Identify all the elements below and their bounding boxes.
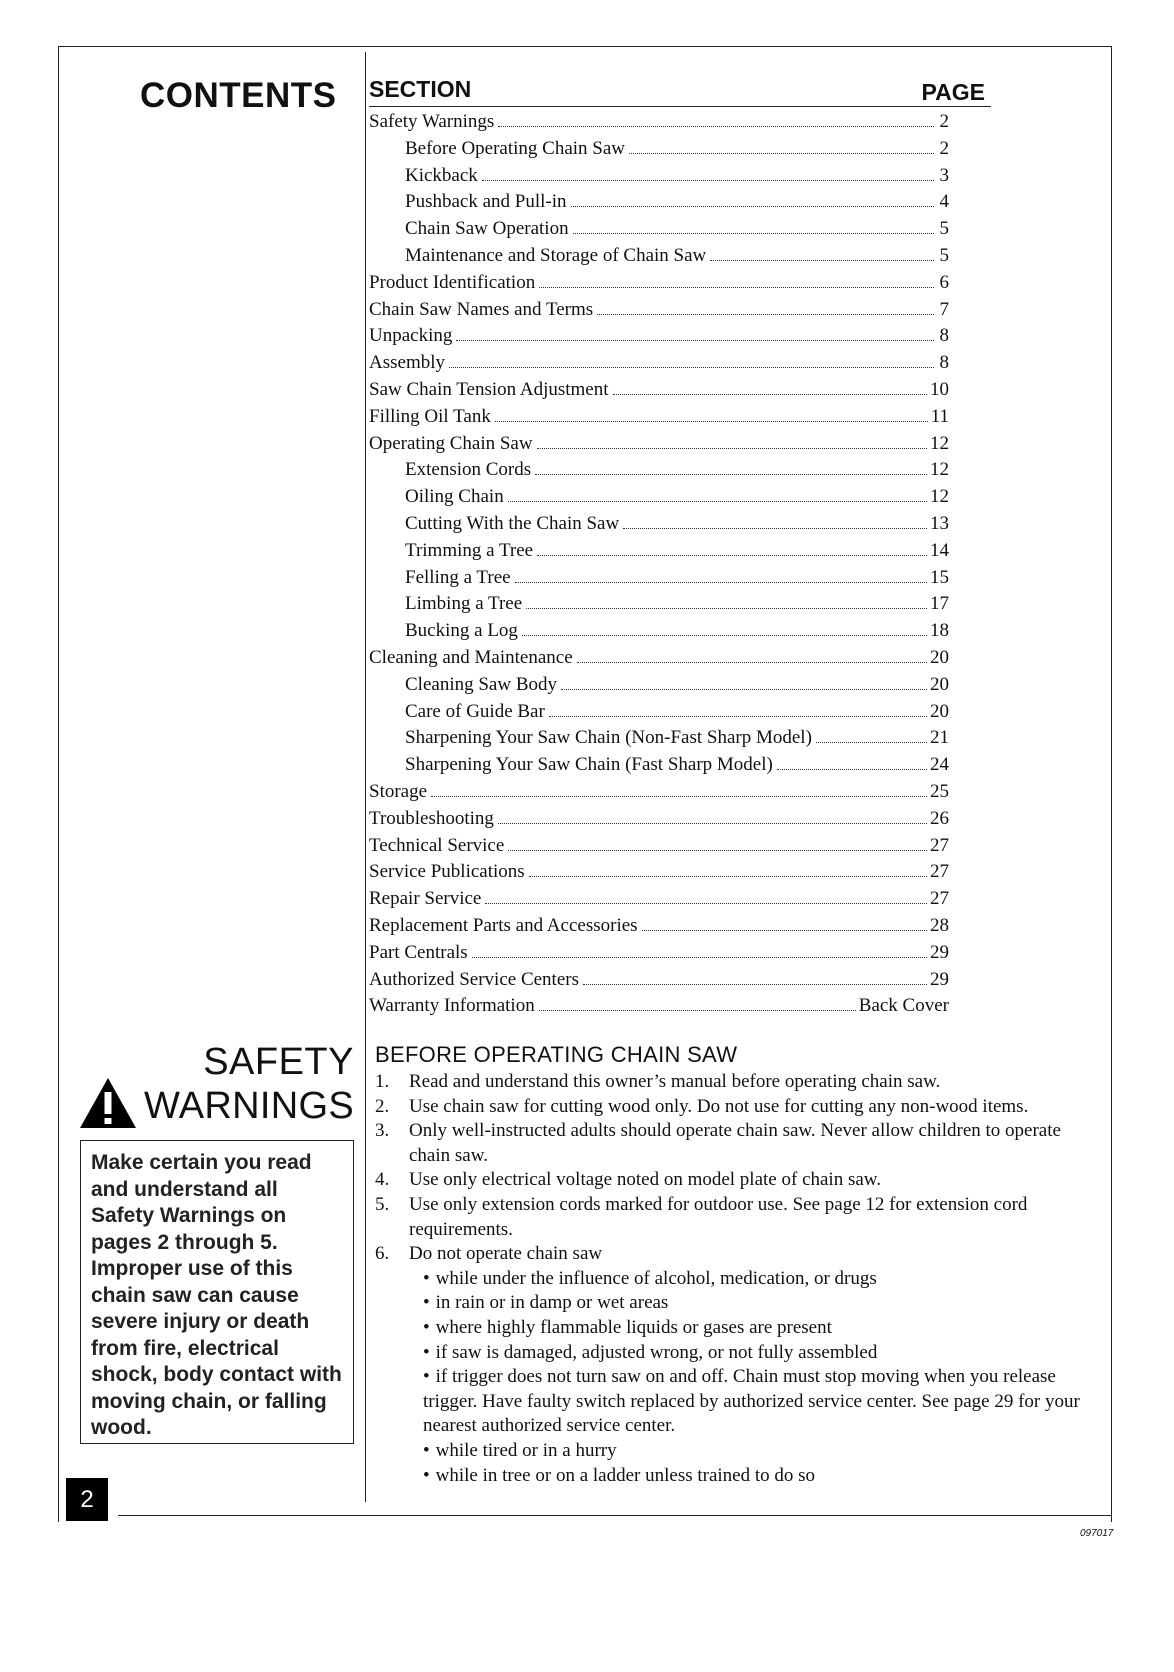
toc-entry — [369, 406, 949, 433]
toc-entry — [369, 245, 949, 272]
do-not-operate-bullet: • while tired or in a hurry — [423, 1439, 1100, 1464]
safety-rule-text: Use only extension cords marked for outdoor use. See page 12 for extension cord requirements. — [409, 1193, 1028, 1240]
toc-entry-page: 15 — [930, 566, 949, 588]
safety-rule — [375, 1242, 1100, 1267]
toc-leader-dots — [710, 260, 934, 261]
toc-entry-page: 5 — [939, 218, 949, 240]
toc-leader-dots — [498, 126, 934, 127]
toc-leader-dots — [431, 796, 927, 797]
table-of-contents — [369, 111, 949, 1022]
toc-entry-page: 12 — [930, 486, 949, 508]
warning-triangle-icon — [78, 1076, 138, 1130]
toc-entry-title: Operating Chain Saw — [369, 432, 533, 454]
safety-rule-number: 4. — [375, 1169, 390, 1191]
column-divider — [365, 52, 366, 1502]
toc-entry — [369, 620, 949, 647]
toc-leader-dots — [515, 582, 927, 583]
toc-header — [369, 72, 991, 107]
toc-entry-title: Saw Chain Tension Adjustment — [369, 378, 609, 400]
do-not-operate-bullet: • if saw is damaged, adjusted wrong, or not fully assembled — [423, 1341, 1100, 1366]
toc-entry — [369, 888, 949, 915]
toc-entry-page: 29 — [930, 941, 949, 963]
toc-leader-dots — [537, 448, 927, 449]
toc-entry-title: Chain Saw Names and Terms — [369, 298, 594, 320]
safety-rule — [375, 1193, 1100, 1242]
toc-entry-title: Sharpening Your Saw Chain (Fast Sharp Model) — [405, 754, 773, 776]
toc-entry-title: Part Centrals — [369, 941, 468, 963]
toc-entry — [369, 942, 949, 969]
toc-entry-title: Service Publications — [369, 861, 525, 883]
toc-leader-dots — [495, 421, 928, 422]
toc-entry-page: 14 — [930, 539, 949, 561]
toc-leader-dots — [573, 233, 934, 234]
toc-entry-title: Kickback — [405, 164, 478, 186]
toc-entry — [369, 433, 949, 460]
toc-leader-dots — [482, 180, 934, 181]
toc-entry — [369, 808, 949, 835]
toc-entry — [369, 674, 949, 701]
toc-entry-page: 27 — [930, 888, 949, 910]
toc-leader-dots — [571, 206, 935, 207]
toc-entry — [369, 781, 949, 808]
do-not-operate-bullet: • in rain or in damp or wet areas — [423, 1291, 1100, 1316]
toc-entry — [369, 218, 949, 245]
toc-leader-dots — [777, 769, 927, 770]
toc-entry — [369, 459, 949, 486]
safety-warnings-title — [78, 1040, 354, 1128]
toc-leader-dots — [549, 716, 927, 717]
toc-leader-dots — [498, 823, 927, 824]
toc-leader-dots — [456, 340, 934, 341]
toc-entry — [369, 165, 949, 192]
toc-entry-title: Repair Service — [369, 888, 482, 910]
toc-entry-title: Warranty Information — [369, 995, 535, 1017]
toc-entry-page: Back Cover — [858, 995, 949, 1017]
toc-entry — [369, 593, 949, 620]
toc-entry-title: Pushback and Pull-in — [405, 191, 567, 213]
toc-entry — [369, 567, 949, 594]
toc-entry-title: Bucking a Log — [405, 620, 518, 642]
safety-rule-number: 1. — [375, 1071, 390, 1092]
toc-entry-page: 12 — [930, 459, 949, 481]
toc-entry-page: 7 — [939, 298, 949, 320]
toc-leader-dots — [526, 608, 927, 609]
toc-entry-title: Safety Warnings — [369, 111, 495, 132]
toc-entry — [369, 915, 949, 942]
toc-entry-title: Extension Cords — [405, 459, 532, 481]
safety-title-line2: WARNINGS — [144, 1085, 354, 1127]
toc-entry-title: Authorized Service Centers — [369, 968, 579, 990]
toc-entry-title: Care of Guide Bar — [405, 700, 545, 722]
contents-heading: CONTENTS — [140, 76, 337, 115]
toc-leader-dots — [529, 876, 927, 877]
toc-entry-page: 2 — [939, 137, 949, 159]
toc-entry — [369, 727, 949, 754]
toc-entry — [369, 299, 949, 326]
toc-entry-page: 8 — [939, 352, 949, 374]
toc-entry-title: Cleaning Saw Body — [405, 673, 557, 695]
do-not-operate-bullet: • while under the influence of alcohol, medication, or drugs — [423, 1267, 1100, 1292]
toc-entry — [369, 861, 949, 888]
toc-leader-dots — [522, 635, 927, 636]
toc-leader-dots — [508, 850, 927, 851]
safety-rule — [375, 1070, 1100, 1095]
toc-entry — [369, 754, 949, 781]
toc-entry — [369, 111, 949, 138]
toc-entry-page: 25 — [930, 780, 949, 802]
toc-entry — [369, 540, 949, 567]
page-number: 2 — [66, 1478, 108, 1521]
toc-entry-page: 20 — [930, 700, 949, 722]
toc-entry-page: 11 — [930, 405, 949, 427]
toc-entry — [369, 513, 949, 540]
toc-entry-title: Assembly — [369, 352, 445, 374]
document-code: 097017 — [1080, 1528, 1114, 1539]
safety-rules-list — [375, 1070, 1100, 1488]
toc-entry-title: Sharpening Your Saw Chain (Non-Fast Sharp Model) — [405, 727, 812, 749]
toc-entry-page: 2 — [939, 111, 949, 132]
do-not-operate-bullet: • where highly flammable liquids or gases are present — [423, 1316, 1100, 1341]
toc-leader-dots — [535, 474, 927, 475]
toc-leader-dots — [629, 153, 934, 154]
safety-notice-box: Make certain you read and understand all Safety Warnings on pages 2 through 5. Improper use of this chain saw can cause severe injury or death from fire, electrical shock, body contact with moving chain, or falling wood. — [80, 1140, 354, 1444]
toc-entry — [369, 835, 949, 862]
toc-entry-page: 24 — [930, 754, 949, 776]
toc-entry-title: Felling a Tree — [405, 566, 511, 588]
bottom-rule — [118, 1515, 1112, 1516]
toc-entry-page: 6 — [939, 271, 949, 293]
do-not-operate-bullet: • if trigger does not turn saw on and off. Chain must stop moving when you release trigger. Have faulty switch replaced by authorized service center. See page 29 for your nearest authorized service center. — [423, 1365, 1100, 1439]
toc-leader-dots — [577, 662, 927, 663]
toc-entry-page: 27 — [930, 834, 949, 856]
safety-rule-text: Only well-instructed adults should operate chain saw. Never allow children to operate chain saw. — [409, 1120, 1061, 1166]
toc-entry-page: 20 — [930, 673, 949, 695]
toc-leader-dots — [537, 555, 927, 556]
toc-leader-dots — [449, 367, 934, 368]
safety-rule — [375, 1119, 1100, 1168]
toc-entry-title: Trimming a Tree — [405, 539, 534, 561]
safety-rule-number: 3. — [375, 1120, 390, 1142]
toc-entry — [369, 325, 949, 352]
safety-rule — [375, 1168, 1100, 1193]
toc-entry-page: 20 — [930, 646, 949, 668]
toc-entry — [369, 995, 949, 1022]
toc-entry-title: Limbing a Tree — [405, 593, 523, 615]
toc-entry — [369, 191, 949, 218]
toc-leader-dots — [816, 742, 927, 743]
safety-rule-text: Use only electrical voltage noted on model plate of chain saw. — [409, 1169, 882, 1191]
safety-rule-text: Do not operate chain saw — [409, 1243, 603, 1265]
do-not-operate-bullets — [375, 1267, 1100, 1488]
toc-leader-dots — [583, 984, 927, 985]
toc-entry-title: Filling Oil Tank — [369, 405, 491, 427]
toc-entry-title: Storage — [369, 780, 428, 802]
toc-leader-dots — [613, 394, 927, 395]
toc-entry-page: 8 — [939, 325, 949, 347]
toc-entry-title: Oiling Chain — [405, 486, 504, 508]
toc-leader-dots — [485, 903, 927, 904]
toc-entry-page: 29 — [930, 968, 949, 990]
safety-rule — [375, 1095, 1100, 1120]
do-not-operate-bullet: • while in tree or on a ladder unless trained to do so — [423, 1464, 1100, 1489]
toc-entry-page: 18 — [930, 620, 949, 642]
toc-entry-title: Product Identification — [369, 271, 536, 293]
toc-entry-page: 3 — [939, 164, 949, 186]
toc-entry — [369, 138, 949, 165]
safety-rule-number: 6. — [375, 1243, 390, 1265]
toc-leader-dots — [539, 287, 934, 288]
safety-rule-text: Read and understand this owner’s manual before operating chain saw. — [409, 1071, 941, 1092]
toc-section-label: SECTION — [369, 76, 472, 102]
toc-leader-dots — [623, 528, 927, 529]
toc-entry-title: Unpacking — [369, 325, 453, 347]
toc-entry-page: 10 — [930, 378, 949, 400]
toc-leader-dots — [561, 689, 927, 690]
toc-entry-page: 5 — [939, 244, 949, 266]
toc-entry — [369, 969, 949, 996]
toc-entry-title: Before Operating Chain Saw — [405, 137, 626, 159]
toc-entry-title: Chain Saw Operation — [405, 218, 569, 240]
toc-entry — [369, 272, 949, 299]
safety-rule-number: 5. — [375, 1193, 390, 1215]
toc-entry-title: Maintenance and Storage of Chain Saw — [405, 244, 707, 266]
toc-entry — [369, 647, 949, 674]
toc-leader-dots — [597, 314, 934, 315]
toc-entry-title: Technical Service — [369, 834, 505, 856]
toc-entry-title: Troubleshooting — [369, 807, 494, 829]
toc-entry-title: Cutting With the Chain Saw — [405, 512, 620, 534]
toc-leader-dots — [508, 501, 927, 502]
toc-entry-page: 4 — [939, 191, 949, 213]
safety-title-line1: SAFETY — [203, 1041, 354, 1083]
toc-entry-title: Cleaning and Maintenance — [369, 646, 573, 668]
toc-entry-page: 26 — [930, 807, 949, 829]
toc-leader-dots — [472, 957, 927, 958]
toc-page-label: PAGE — [921, 79, 985, 105]
safety-rule-number: 2. — [375, 1095, 390, 1117]
toc-entry-page: 28 — [930, 914, 949, 936]
toc-entry-page: 17 — [930, 593, 949, 615]
toc-entry-page: 27 — [930, 861, 949, 883]
toc-entry — [369, 701, 949, 728]
toc-entry — [369, 379, 949, 406]
toc-entry — [369, 352, 949, 379]
toc-entry-page: 12 — [930, 432, 949, 454]
toc-entry-title: Replacement Parts and Accessories — [369, 914, 638, 936]
safety-rule-text: Use chain saw for cutting wood only. Do not use for cutting any non-wood items. — [409, 1095, 1029, 1117]
toc-entry-page: 13 — [930, 512, 949, 534]
before-operating-heading: BEFORE OPERATING CHAIN SAW — [375, 1042, 738, 1067]
toc-leader-dots — [642, 930, 927, 931]
toc-leader-dots — [539, 1010, 856, 1011]
toc-entry — [369, 486, 949, 513]
toc-entry-page: 21 — [930, 727, 949, 749]
